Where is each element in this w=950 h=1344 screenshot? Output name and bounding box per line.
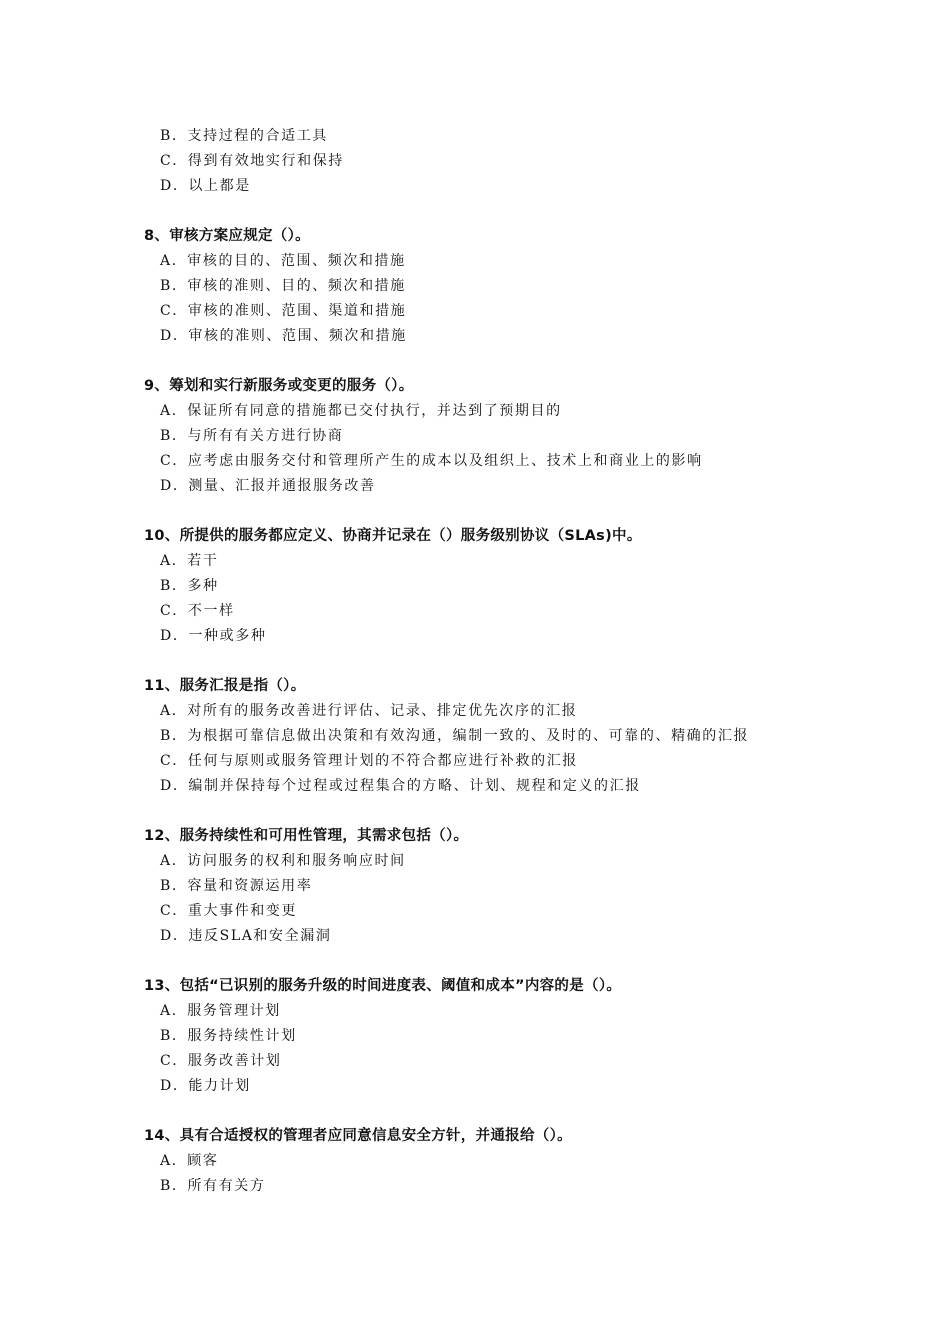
- question-title: 11、服务汇报是指（）。: [144, 678, 306, 694]
- option-a: A．审核的目的、范围、频次和措施: [160, 253, 406, 269]
- question-13: [144, 974, 844, 1099]
- option-a: A．对所有的服务改善进行评估、记录、排定优先次序的汇报: [160, 703, 578, 719]
- question-10: [144, 524, 844, 649]
- option-c: C．重大事件和变更: [160, 903, 298, 919]
- option-b: B．支持过程的合适工具: [160, 128, 328, 144]
- option-c: C．服务改善计划: [160, 1053, 282, 1069]
- question-title: 14、具有合适授权的管理者应同意信息安全方针，并通报给（）。: [144, 1128, 572, 1144]
- question-title: 13、包括“已识别的服务升级的时间进度表、阈值和成本”内容的是（）。: [144, 978, 622, 994]
- option-b: B．为根据可靠信息做出决策和有效沟通，编制一致的、及时的、可靠的、精确的汇报: [160, 728, 750, 744]
- option-a: A．若干: [160, 553, 219, 569]
- continued-options: [144, 124, 844, 199]
- option-c: C．得到有效地实行和保持: [160, 153, 344, 169]
- question-title: 9、筹划和实行新服务或变更的服务（）。: [144, 378, 414, 394]
- option-d: D．一种或多种: [160, 628, 267, 644]
- question-11: [144, 674, 844, 799]
- option-b: B．所有有关方: [160, 1178, 266, 1194]
- option-d: D．以上都是: [160, 178, 251, 194]
- option-a: A．服务管理计划: [160, 1003, 281, 1019]
- option-c: C．任何与原则或服务管理计划的不符合都应进行补救的汇报: [160, 753, 578, 769]
- question-title: 8、审核方案应规定（）。: [144, 228, 310, 244]
- option-b: B．服务持续性计划: [160, 1028, 297, 1044]
- option-d: D．违反SLA和安全漏洞: [160, 928, 332, 944]
- question-9: [144, 374, 844, 499]
- question-list: [144, 124, 844, 1199]
- option-c: C．审核的准则、范围、渠道和措施: [160, 303, 407, 319]
- option-b: B．多种: [160, 578, 219, 594]
- option-a: A．访问服务的权利和服务响应时间: [160, 853, 406, 869]
- option-b: B．审核的准则、目的、频次和措施: [160, 278, 406, 294]
- option-b: B．与所有有关方进行协商: [160, 428, 344, 444]
- option-d: D．测量、汇报并通报服务改善: [160, 478, 376, 494]
- option-c: C．不一样: [160, 603, 235, 619]
- option-d: D．能力计划: [160, 1078, 251, 1094]
- question-title: 10、所提供的服务都应定义、协商并记录在（）服务级别协议（SLAs)中。: [144, 528, 642, 544]
- option-d: D．编制并保持每个过程或过程集合的方略、计划、规程和定义的汇报: [160, 778, 641, 794]
- option-c: C．应考虑由服务交付和管理所产生的成本以及组织上、技术上和商业上的影响: [160, 453, 703, 469]
- question-8: [144, 224, 844, 349]
- option-a: A．保证所有同意的措施都已交付执行，并达到了预期目的: [160, 403, 562, 419]
- option-a: A．顾客: [160, 1153, 219, 1169]
- question-title: 12、服务持续性和可用性管理，其需求包括（）。: [144, 828, 469, 844]
- option-d: D．审核的准则、范围、频次和措施: [160, 328, 407, 344]
- option-b: B．容量和资源运用率: [160, 878, 313, 894]
- question-12: [144, 824, 844, 949]
- question-14: [144, 1124, 844, 1199]
